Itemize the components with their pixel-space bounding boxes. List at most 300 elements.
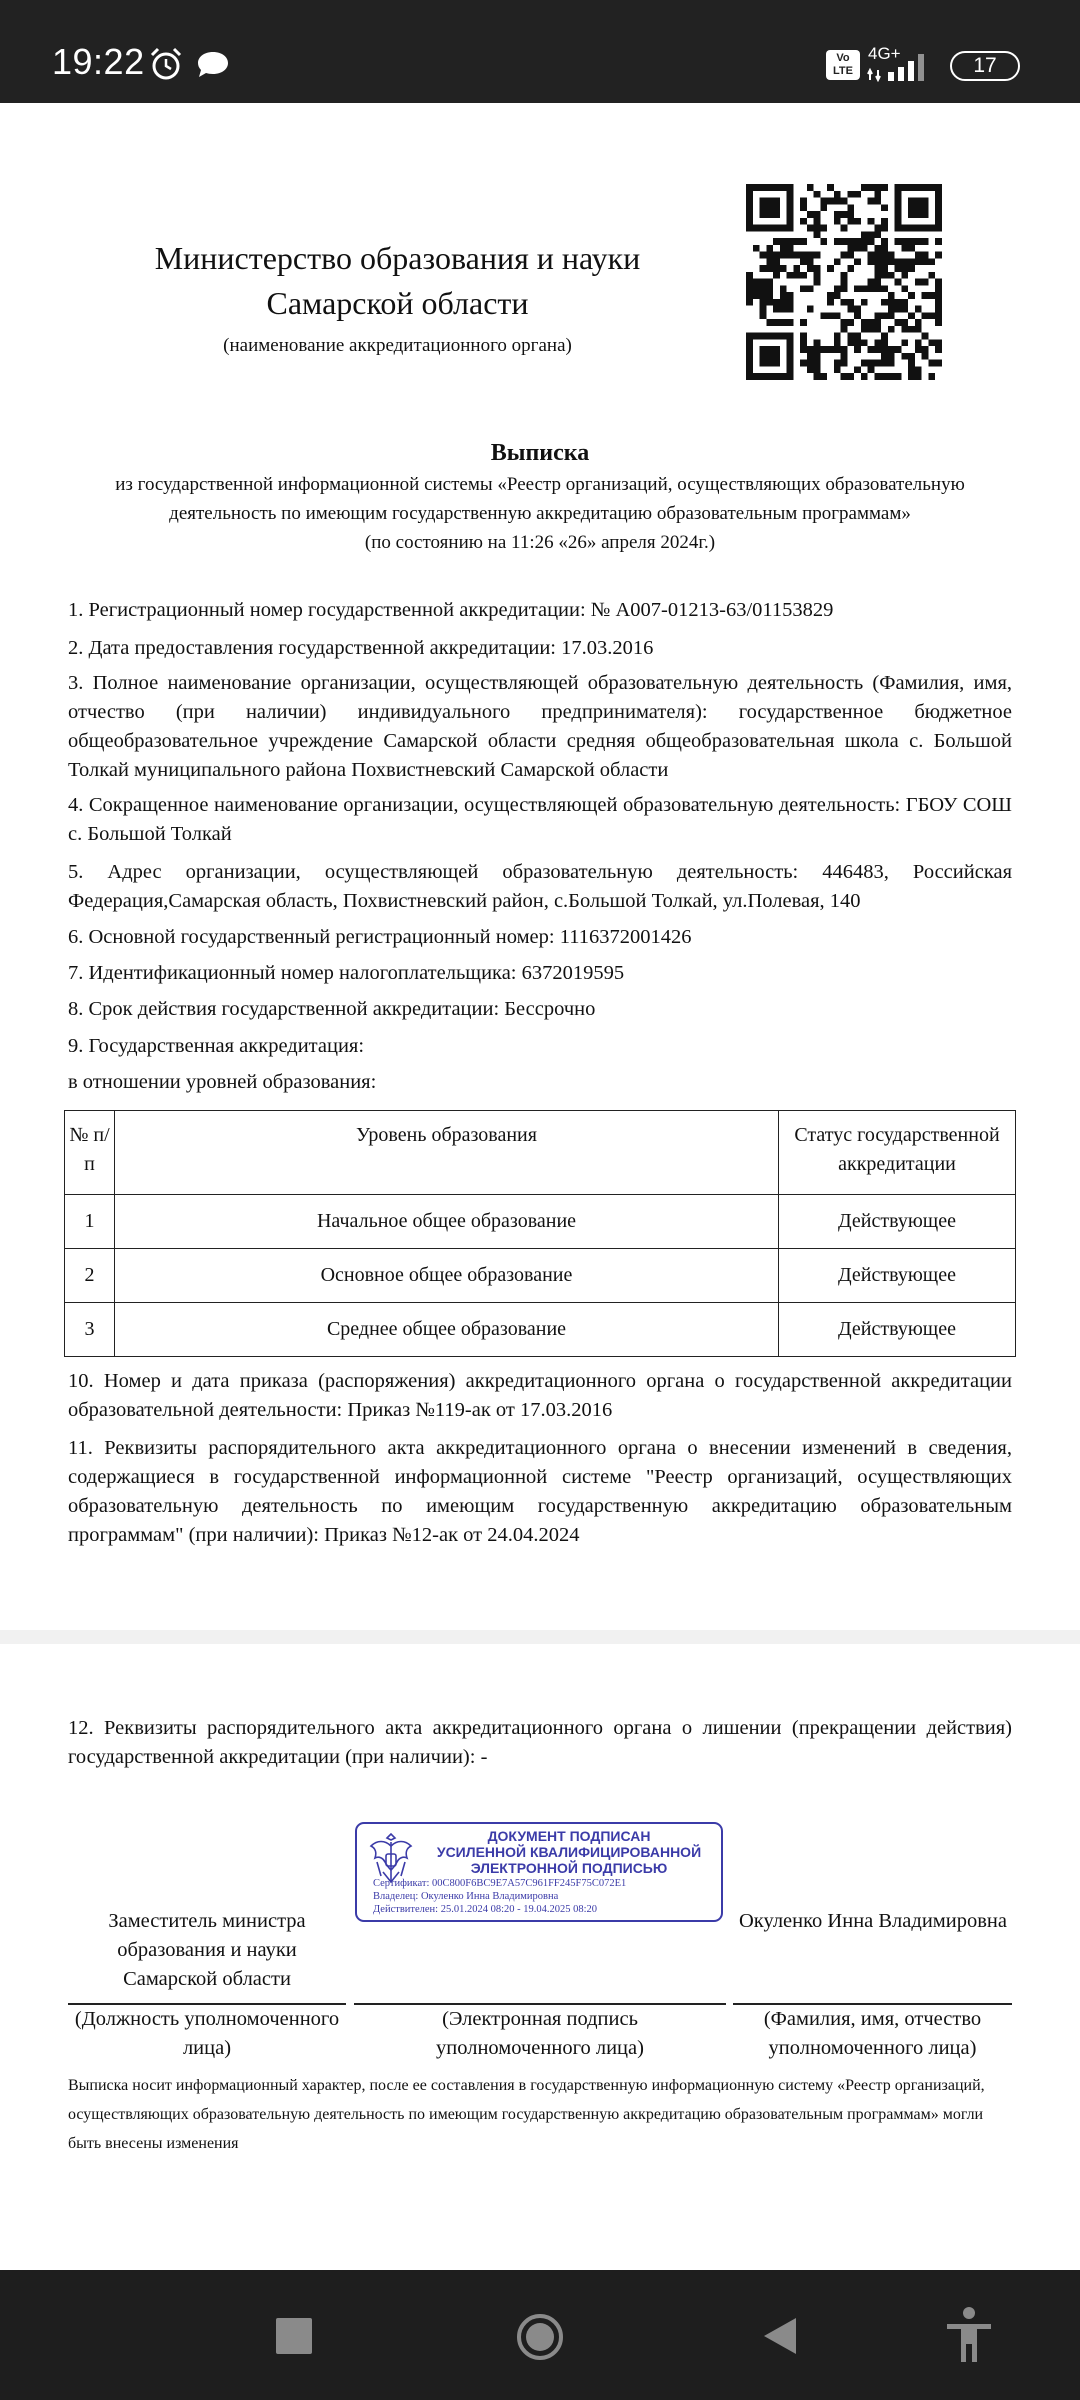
qr-module bbox=[935, 360, 942, 367]
qr-module bbox=[874, 191, 881, 198]
qr-module bbox=[760, 198, 767, 205]
page-separator bbox=[0, 1630, 1080, 1644]
qr-module bbox=[753, 373, 760, 380]
qr-module bbox=[780, 184, 787, 191]
qr-module bbox=[868, 238, 875, 245]
qr-module bbox=[746, 191, 753, 198]
qr-module bbox=[901, 184, 908, 191]
qr-module bbox=[861, 184, 868, 191]
qr-module bbox=[800, 319, 807, 326]
qr-module bbox=[787, 292, 794, 299]
qr-module bbox=[868, 326, 875, 333]
qr-module bbox=[861, 360, 868, 367]
qr-module bbox=[800, 272, 807, 279]
qr-module bbox=[834, 292, 841, 299]
qr-module bbox=[908, 312, 915, 319]
qr-module bbox=[787, 360, 794, 367]
qr-module bbox=[847, 333, 854, 340]
qr-module bbox=[881, 272, 888, 279]
qr-module bbox=[841, 279, 848, 286]
qr-module bbox=[773, 198, 780, 205]
qr-module bbox=[793, 265, 800, 272]
qr-module bbox=[868, 366, 875, 373]
qr-module bbox=[868, 319, 875, 326]
item-9-levels-caption: в отношении уровней образования: bbox=[68, 1071, 377, 1093]
qr-module bbox=[807, 258, 814, 265]
qr-module bbox=[888, 306, 895, 313]
qr-module bbox=[834, 191, 841, 198]
qr-module bbox=[766, 198, 773, 205]
qr-module bbox=[746, 292, 753, 299]
qr-module bbox=[908, 198, 915, 205]
qr-module bbox=[847, 339, 854, 346]
stamp-validity: Действителен: 25.01.2024 08:20 - 19.04.2025 08:20 bbox=[373, 1904, 598, 1915]
qr-module bbox=[787, 198, 794, 205]
qr-module bbox=[895, 204, 902, 211]
qr-module bbox=[787, 191, 794, 198]
qr-module bbox=[935, 184, 942, 191]
table-cell-num: 3 bbox=[65, 1303, 115, 1357]
qr-module bbox=[861, 238, 868, 245]
qr-module bbox=[874, 225, 881, 232]
qr-module bbox=[780, 333, 787, 340]
qr-module bbox=[888, 346, 895, 353]
qr-module bbox=[881, 238, 888, 245]
qr-module bbox=[827, 184, 834, 191]
qr-module bbox=[746, 360, 753, 367]
qr-module bbox=[861, 339, 868, 346]
qr-module bbox=[847, 306, 854, 313]
qr-module bbox=[908, 245, 915, 252]
qr-module bbox=[847, 245, 854, 252]
qr-module bbox=[820, 225, 827, 232]
qr-module bbox=[881, 333, 888, 340]
qr-module bbox=[760, 184, 767, 191]
qr-module bbox=[760, 285, 767, 292]
recent-apps-button[interactable] bbox=[276, 2318, 312, 2354]
qr-module bbox=[881, 265, 888, 272]
status-time: 19:22 bbox=[52, 41, 145, 82]
accessibility-button[interactable] bbox=[944, 2306, 994, 2364]
item-2-accreditation-date: 2. Дата предоставления государственной аккредитации: 17.03.2016 bbox=[68, 637, 654, 659]
qr-module bbox=[881, 258, 888, 265]
qr-module bbox=[868, 252, 875, 259]
qr-module bbox=[854, 238, 861, 245]
qr-module bbox=[787, 211, 794, 218]
qr-module bbox=[901, 285, 908, 292]
qr-module bbox=[807, 225, 814, 232]
qr-module bbox=[861, 319, 868, 326]
qr-module bbox=[854, 245, 861, 252]
qr-module bbox=[881, 204, 888, 211]
qr-module bbox=[814, 218, 821, 225]
signatory-name: Окуленко Инна Владимировна bbox=[739, 1910, 1007, 1932]
qr-module bbox=[908, 265, 915, 272]
qr-module bbox=[820, 373, 827, 380]
qr-module bbox=[935, 252, 942, 259]
qr-module bbox=[760, 333, 767, 340]
qr-module bbox=[787, 353, 794, 360]
qr-module bbox=[766, 346, 773, 353]
qr-module bbox=[780, 285, 787, 292]
qr-module bbox=[915, 339, 922, 346]
qr-module bbox=[935, 238, 942, 245]
qr-module bbox=[935, 191, 942, 198]
qr-module bbox=[895, 346, 902, 353]
qr-module bbox=[746, 218, 753, 225]
qr-module bbox=[746, 184, 753, 191]
qr-module bbox=[760, 204, 767, 211]
qr-module bbox=[760, 292, 767, 299]
qr-module bbox=[760, 306, 767, 313]
qr-module bbox=[874, 346, 881, 353]
qr-module bbox=[854, 333, 861, 340]
qr-module bbox=[854, 285, 861, 292]
ministry-caption: (наименование аккредитационного органа) bbox=[223, 335, 572, 356]
qr-module bbox=[895, 319, 902, 326]
qr-module bbox=[895, 238, 902, 245]
qr-module bbox=[773, 265, 780, 272]
qr-module bbox=[922, 198, 929, 205]
qr-module bbox=[915, 238, 922, 245]
qr-module bbox=[834, 198, 841, 205]
qr-module bbox=[895, 265, 902, 272]
qr-module bbox=[800, 285, 807, 292]
qr-module bbox=[901, 299, 908, 306]
qr-module bbox=[753, 225, 760, 232]
qr-module bbox=[820, 312, 827, 319]
stamp-owner: Владелец: Окуленко Инна Владимировна bbox=[373, 1891, 559, 1902]
qr-module bbox=[854, 312, 861, 319]
table-cell-status: Действующее bbox=[779, 1195, 1016, 1249]
qr-module bbox=[935, 319, 942, 326]
qr-module bbox=[928, 292, 935, 299]
qr-module bbox=[847, 373, 854, 380]
alarm-icon bbox=[148, 46, 184, 82]
qr-module bbox=[827, 299, 834, 306]
qr-module bbox=[773, 211, 780, 218]
qr-module bbox=[780, 299, 787, 306]
qr-module bbox=[874, 252, 881, 259]
qr-module bbox=[841, 252, 848, 259]
qr-module bbox=[760, 353, 767, 360]
qr-module bbox=[881, 184, 888, 191]
qr-module bbox=[847, 319, 854, 326]
qr-module bbox=[922, 292, 929, 299]
document-heading: Выписка bbox=[490, 440, 590, 466]
qr-module bbox=[847, 265, 854, 272]
qr-module bbox=[888, 353, 895, 360]
qr-module bbox=[780, 245, 787, 252]
qr-module bbox=[908, 326, 915, 333]
qr-module bbox=[780, 306, 787, 313]
qr-module bbox=[881, 218, 888, 225]
qr-module bbox=[753, 333, 760, 340]
qr-module bbox=[888, 292, 895, 299]
education-levels-table bbox=[64, 1110, 1016, 1357]
qr-module bbox=[915, 252, 922, 259]
qr-module bbox=[814, 373, 821, 380]
caption-name: (Фамилия, имя, отчество уполномоченного лица) bbox=[763, 2008, 982, 2059]
qr-module bbox=[915, 346, 922, 353]
qr-module bbox=[874, 326, 881, 333]
qr-module bbox=[868, 198, 875, 205]
navigation-bar bbox=[0, 2270, 1080, 2400]
qr-module bbox=[854, 346, 861, 353]
table-header-level: Уровень образования bbox=[115, 1111, 779, 1195]
qr-module bbox=[773, 346, 780, 353]
qr-module bbox=[807, 265, 814, 272]
qr-module bbox=[793, 252, 800, 259]
qr-module bbox=[787, 218, 794, 225]
stamp-title-line: УСИЛЕННОЙ КВАЛИФИЦИРОВАННОЙ bbox=[436, 1844, 702, 1860]
qr-module bbox=[895, 225, 902, 232]
document-footnote: Выписка носит информационный характер, после ее составления в государственную информационную систему «Реестр организаций, осуществляющих образовательную деятельность по имеющим государственную аккредитацию образовательным программам» могли быть внесены изменения bbox=[68, 2077, 985, 2152]
qr-module bbox=[800, 258, 807, 265]
qr-module bbox=[780, 238, 787, 245]
qr-module bbox=[935, 225, 942, 232]
qr-module bbox=[807, 211, 814, 218]
qr-module bbox=[780, 225, 787, 232]
qr-module bbox=[834, 218, 841, 225]
qr-module bbox=[874, 258, 881, 265]
qr-module bbox=[915, 225, 922, 232]
qr-module bbox=[908, 225, 915, 232]
qr-module bbox=[766, 373, 773, 380]
home-button[interactable] bbox=[515, 2312, 565, 2362]
qr-module bbox=[922, 225, 929, 232]
qr-module bbox=[874, 272, 881, 279]
qr-module bbox=[814, 231, 821, 238]
qr-module bbox=[888, 272, 895, 279]
qr-module bbox=[928, 272, 935, 279]
document-subheading bbox=[80, 470, 1000, 557]
qr-module bbox=[773, 252, 780, 259]
qr-module bbox=[807, 306, 814, 313]
qr-module bbox=[935, 299, 942, 306]
qr-module bbox=[773, 319, 780, 326]
qr-module bbox=[746, 279, 753, 286]
item-8-validity: 8. Срок действия государственной аккредитации: Бессрочно bbox=[68, 998, 596, 1020]
qr-module bbox=[888, 258, 895, 265]
qr-module bbox=[922, 204, 929, 211]
qr-module bbox=[814, 225, 821, 232]
qr-module bbox=[841, 299, 848, 306]
qr-module bbox=[807, 360, 814, 367]
qr-module bbox=[841, 285, 848, 292]
item-1-registration-number: 1. Регистрационный номер государственной аккредитации: № А007-01213-63/01153829 bbox=[68, 599, 834, 621]
qr-module bbox=[861, 231, 868, 238]
qr-module bbox=[766, 265, 773, 272]
qr-module bbox=[881, 252, 888, 259]
qr-module bbox=[814, 265, 821, 272]
qr-module bbox=[780, 292, 787, 299]
qr-module bbox=[847, 238, 854, 245]
qr-module bbox=[881, 373, 888, 380]
qr-module bbox=[874, 339, 881, 346]
caption-signature: (Электронная подпись уполномоченного лица) bbox=[436, 2008, 644, 2059]
qr-module bbox=[868, 184, 875, 191]
qr-module bbox=[766, 360, 773, 367]
qr-module bbox=[807, 353, 814, 360]
stamp-title bbox=[421, 1828, 717, 1876]
qr-module bbox=[746, 339, 753, 346]
qr-module bbox=[922, 252, 929, 259]
qr-module bbox=[847, 211, 854, 218]
qr-module bbox=[874, 285, 881, 292]
qr-module bbox=[834, 346, 841, 353]
qr-module bbox=[901, 265, 908, 272]
qr-module bbox=[807, 366, 814, 373]
subheading-line: (по состоянию на 11:26 «26» апреля 2024г.) bbox=[364, 532, 716, 553]
qr-module bbox=[868, 360, 875, 367]
qr-module bbox=[746, 333, 753, 340]
qr-module bbox=[766, 279, 773, 286]
qr-module bbox=[800, 218, 807, 225]
qr-module bbox=[827, 265, 834, 272]
qr-module bbox=[787, 184, 794, 191]
qr-module bbox=[766, 285, 773, 292]
qr-module bbox=[874, 184, 881, 191]
qr-module bbox=[895, 184, 902, 191]
qr-module bbox=[800, 333, 807, 340]
qr-module bbox=[935, 306, 942, 313]
table-cell-status: Действующее bbox=[779, 1303, 1016, 1357]
qr-module bbox=[922, 312, 929, 319]
volte-top: Vo bbox=[836, 52, 850, 64]
qr-module bbox=[928, 184, 935, 191]
table-cell-level: Начальное общее образование bbox=[115, 1195, 779, 1249]
qr-module bbox=[780, 319, 787, 326]
qr-module bbox=[760, 279, 767, 286]
qr-module bbox=[901, 258, 908, 265]
qr-module bbox=[766, 252, 773, 259]
qr-module bbox=[847, 204, 854, 211]
qr-module bbox=[800, 238, 807, 245]
table-cell-status: Действующее bbox=[779, 1249, 1016, 1303]
qr-module bbox=[807, 346, 814, 353]
qr-module bbox=[760, 360, 767, 367]
qr-module bbox=[908, 258, 915, 265]
qr-module bbox=[753, 292, 760, 299]
qr-module bbox=[766, 319, 773, 326]
qr-module bbox=[888, 252, 895, 259]
qr-module bbox=[760, 346, 767, 353]
qr-module bbox=[760, 225, 767, 232]
qr-code-icon bbox=[746, 184, 942, 380]
qr-module bbox=[908, 211, 915, 218]
qr-module bbox=[841, 360, 848, 367]
qr-module bbox=[746, 299, 753, 306]
chat-bubble-icon bbox=[196, 50, 230, 80]
qr-module bbox=[746, 211, 753, 218]
qr-module bbox=[901, 238, 908, 245]
qr-module bbox=[766, 184, 773, 191]
qr-module bbox=[874, 245, 881, 252]
qr-module bbox=[760, 299, 767, 306]
qr-module bbox=[908, 292, 915, 299]
battery-icon bbox=[950, 51, 1020, 81]
qr-module bbox=[827, 198, 834, 205]
qr-module bbox=[847, 218, 854, 225]
qr-module bbox=[901, 353, 908, 360]
qr-module bbox=[787, 306, 794, 313]
qr-module bbox=[766, 204, 773, 211]
qr-module bbox=[915, 306, 922, 313]
qr-module bbox=[895, 279, 902, 286]
qr-module bbox=[773, 272, 780, 279]
qr-module bbox=[814, 252, 821, 259]
qr-module bbox=[827, 292, 834, 299]
qr-module bbox=[814, 339, 821, 346]
qr-module bbox=[888, 299, 895, 306]
table-row bbox=[65, 1249, 1016, 1303]
qr-module bbox=[935, 211, 942, 218]
qr-module bbox=[841, 353, 848, 360]
item-10-order: 10. Номер и дата приказа (распоряжения) аккредитационного органа о государственной аккредитации образовательной деятельности: Приказ №119-ак от 17.03.2016 bbox=[68, 1370, 1012, 1421]
stamp-title-line: ДОКУМЕНТ ПОДПИСАН bbox=[487, 1828, 651, 1844]
qr-module bbox=[881, 285, 888, 292]
qr-module bbox=[908, 184, 915, 191]
qr-module bbox=[895, 258, 902, 265]
qr-module bbox=[847, 191, 854, 198]
qr-module bbox=[868, 231, 875, 238]
back-button[interactable] bbox=[762, 2316, 798, 2356]
item-12-revocation: 12. Реквизиты распорядительного акта аккредитационного органа о лишении (прекращении действия) государственной аккредитации (при наличии): - bbox=[68, 1717, 1012, 1768]
qr-module bbox=[908, 366, 915, 373]
qr-module bbox=[773, 373, 780, 380]
qr-module bbox=[780, 373, 787, 380]
qr-module bbox=[814, 191, 821, 198]
qr-module bbox=[753, 245, 760, 252]
qr-module bbox=[854, 306, 861, 313]
qr-module bbox=[881, 346, 888, 353]
qr-module bbox=[746, 225, 753, 232]
qr-module bbox=[928, 373, 935, 380]
table-row bbox=[65, 1195, 1016, 1249]
qr-module bbox=[841, 326, 848, 333]
qr-module bbox=[814, 346, 821, 353]
qr-module bbox=[915, 373, 922, 380]
qr-module bbox=[834, 258, 841, 265]
qr-module bbox=[787, 366, 794, 373]
qr-module bbox=[874, 373, 881, 380]
subheading-line: из государственной информационной системы «Реестр организаций, осуществляющих образовательную bbox=[115, 474, 965, 495]
qr-module bbox=[854, 366, 861, 373]
qr-module bbox=[766, 211, 773, 218]
qr-module bbox=[766, 299, 773, 306]
qr-module bbox=[895, 211, 902, 218]
qr-module bbox=[841, 373, 848, 380]
status-bar bbox=[0, 0, 1080, 103]
qr-module bbox=[807, 252, 814, 259]
qr-module bbox=[746, 204, 753, 211]
qr-module bbox=[800, 198, 807, 205]
qr-module bbox=[814, 272, 821, 279]
qr-module bbox=[847, 299, 854, 306]
qr-module bbox=[901, 306, 908, 313]
qr-module bbox=[854, 218, 861, 225]
table-cell-level: Основное общее образование bbox=[115, 1249, 779, 1303]
qr-module bbox=[820, 204, 827, 211]
qr-module bbox=[901, 326, 908, 333]
item-9-accreditation: 9. Государственная аккредитация: bbox=[68, 1035, 365, 1057]
qr-module bbox=[760, 373, 767, 380]
qr-module bbox=[922, 279, 929, 286]
table-cell-num: 2 bbox=[65, 1249, 115, 1303]
qr-module bbox=[922, 238, 929, 245]
table-header-status: Статус государственной аккредитации bbox=[779, 1111, 1016, 1195]
